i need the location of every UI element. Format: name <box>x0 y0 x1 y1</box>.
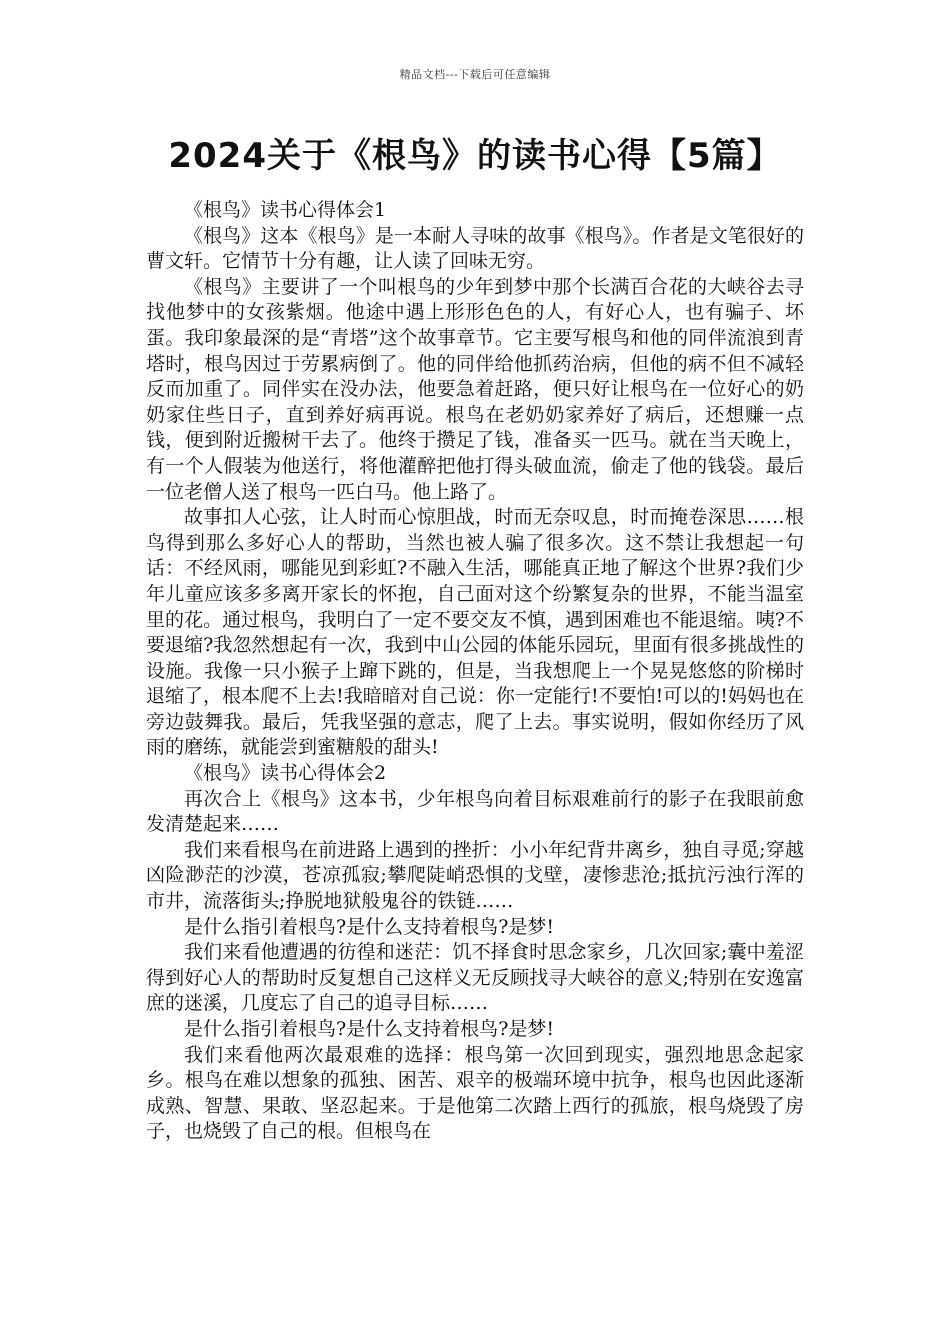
document-body <box>146 198 804 1145</box>
body-paragraph: 是什么指引着根鸟?是什么支持着根鸟?是梦! <box>184 915 555 938</box>
body-paragraph: 再次合上《根鸟》这本书，少年根鸟向着目标艰难前行的影子在我眼前愈发清楚起来…… <box>146 787 804 836</box>
document-title: 2024关于《根鸟》的读书心得【5篇】 <box>168 136 782 176</box>
body-paragraph: 《根鸟》这本《根鸟》是一本耐人寻味的故事《根鸟》。作者是文笔很好的曹文轩。它情节十分有趣，让人读了回味无穷。 <box>146 224 804 273</box>
header-note: 精品文档---下载后可任意编辑 <box>399 68 551 81</box>
body-paragraph: 我们来看他遭遇的彷徨和迷茫：饥不择食时思念家乡，几次回家;囊中羞涩得到好心人的帮助时反复想自己这样义无反顾找寻大峡谷的意义;特别在安逸富庶的迷溪，几度忘了自己的追寻目标…… <box>146 941 804 1015</box>
section-heading-2: 《根鸟》读书心得体会2 <box>184 762 387 785</box>
body-paragraph: 我们来看根鸟在前进路上遇到的挫折：小小年纪背井离乡，独自寻觅;穿越凶险渺茫的沙漠，苍凉孤寂;攀爬陡峭恐惧的戈壁，凄惨悲沧;抵抗污浊行浑的市井，流落街头;挣脱地狱般鬼谷的铁链…… <box>146 838 804 913</box>
body-paragraph: 《根鸟》主要讲了一个叫根鸟的少年到梦中那个长满百合花的大峡谷去寻找他梦中的女孩紫烟。他途中遇上形形色色的人，有好心人，也有骗子、坏蛋。我印象最深的是“青塔”这个故事章节。它主要写根鸟和他的同伴流浪到青塔时，根鸟因过于劳累病倒了。他的同伴给他抓药治病，但他的病不但不减轻反而加重了。同伴实在没办法，他要急着赶路，便只好让根鸟在一位好心的奶奶家住些日子，直到养好病再说。根鸟在老奶奶家养好了病后，还想赚一点钱，便到附近搬树干去了。他终于攒足了钱，准备买一匹马。就在当天晚上，有一个人假装为他送行，将他灌醉把他打得头破血流，偷走了他的钱袋。最后一位老僧人送了根鸟一匹白马。他上路了。 <box>146 275 804 503</box>
section-heading-1: 《根鸟》读书心得体会1 <box>184 199 387 221</box>
body-paragraph: 我们来看他两次最艰难的选择：根鸟第一次回到现实，强烈地思念起家乡。根鸟在难以想象的孤独、困苦、艰辛的极端环境中抗争，根鸟也因此逐渐成熟、智慧、果敢、坚忍起来。于是他第二次踏上西行的孤旅，根鸟烧毁了房子，也烧毁了自己的根。但根鸟在 <box>146 1043 804 1143</box>
body-paragraph: 是什么指引着根鸟?是什么支持着根鸟?是梦! <box>184 1018 555 1040</box>
body-paragraph: 故事扣人心弦，让人时而心惊胆战，时而无奈叹息，时而掩卷深思……根鸟得到那么多好心人的帮助，当然也被人骗了很多次。这不禁让我想起一句话：不经风雨，哪能见到彩虹?不融入生活，哪能真正地了解这个世界?我们少年儿童应该多多离开家长的怀抱，自己面对这个纷繁复杂的世界，不能当温室里的花。通过根鸟，我明白了一定不要交友不慎，遇到困难也不能退缩。咦?不要退缩?我忽然想起有一次，我到中山公园的体能乐园玩，里面有很多挑战性的设施。我像一只小猴子上蹿下跳的，但是，当我想爬上一个晃晃悠悠的阶梯时退缩了，根本爬不上去!我暗暗对自己说：你一定能行!不要怕!可以的!妈妈也在旁边鼓舞我。最后，凭我坚强的意志，爬了上去。事实说明，假如你经历了风雨的磨练，就能尝到蜜糖般的甜头! <box>146 506 804 759</box>
